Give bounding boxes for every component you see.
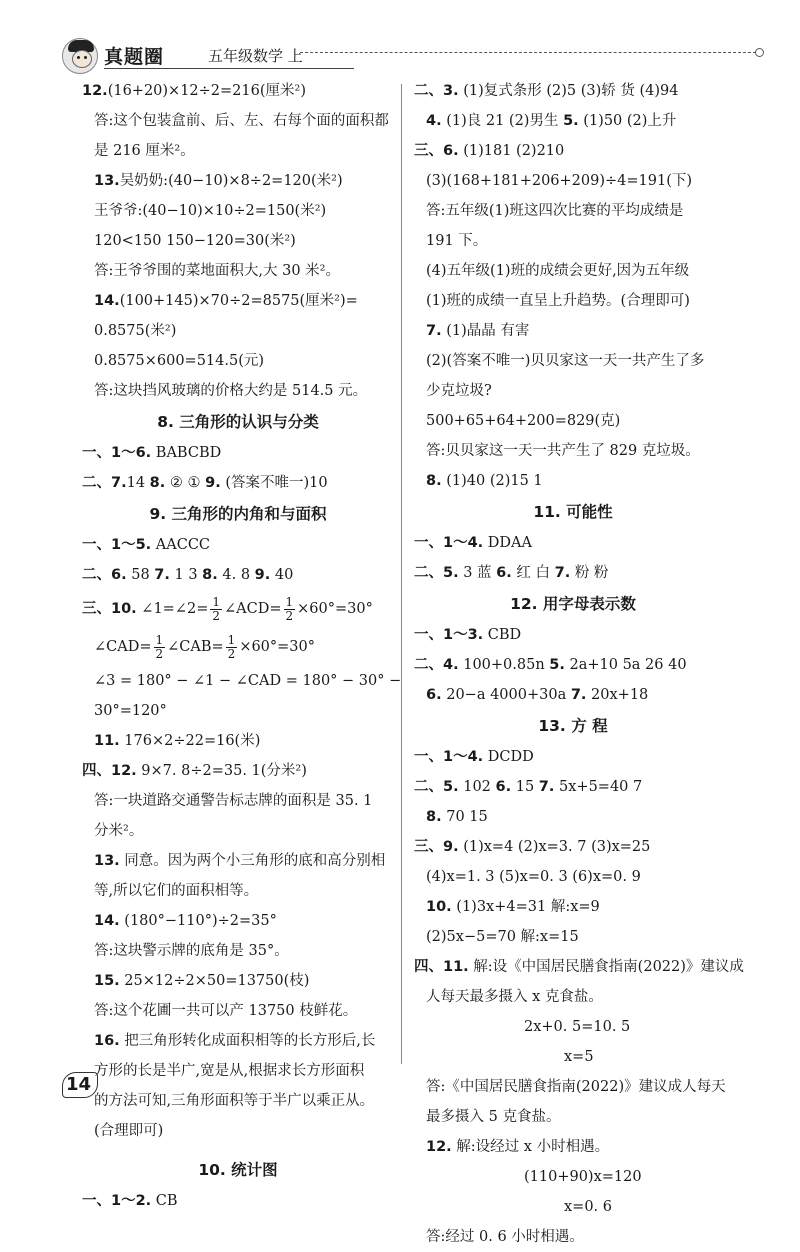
answer-line: 4. (1)良 21 (2)男生 5. (1)50 (2)上升 [426, 113, 677, 129]
answer-line: 答:这个包装盒前、后、左、右每个面的面积都 [94, 113, 389, 129]
section-title: 10. 统计图 [198, 1161, 278, 1179]
answer-line: 答:王爷爷围的菜地面积大,大 30 米²。 [94, 263, 340, 279]
answer-line: 13. 同意。因为两个小三角形的底和高分别相 [94, 853, 386, 869]
answer-line: 一、1～4. DDAA [414, 535, 532, 551]
fraction: $\frac{1}{2}$ [227, 632, 236, 661]
left-column [82, 76, 402, 1216]
mascot-logo-icon [62, 38, 98, 74]
header-dashed-line [300, 52, 756, 53]
answer-line: 一、1～4. DCDD [414, 749, 534, 765]
answer-line: 191 下。 [426, 233, 488, 249]
answer-line: 答:这块挡风玻璃的价格大约是 514.5 元。 [94, 383, 368, 399]
answer-line: 方形的长是半广,宽是从,根据求长方形面积 [94, 1063, 365, 1079]
answer-line: 二、5. 102 6. 15 7. 5x+5=40 7 [414, 779, 643, 795]
header-rule [104, 68, 354, 69]
answer-line: 10. (1)3x+4=31 解:x=9 [426, 899, 600, 915]
page-number [62, 1072, 102, 1100]
answer-line: 12.(16+20)×12÷2=216(厘米²) [82, 83, 306, 99]
answer-line: 二、7.14 8. ② ① 9. (答案不唯一)10 [82, 475, 328, 491]
right-column [414, 76, 744, 1252]
answer-line: 一、1～6. BABCBD [82, 445, 222, 461]
answer-line: 二、5. 3 蓝 6. 红 白 7. 粉 粉 [414, 565, 609, 581]
equation-line: x=0. 6 [564, 1199, 612, 1215]
brand-title: 真题圈 [104, 46, 165, 68]
answer-line: (2)(答案不唯一)贝贝家这一天一共产生了多 [426, 353, 705, 369]
answer-line: ∠CAD= $\frac{1}{2}$ ∠CAB= $\frac{1}{2}$ ×60°=30° [94, 632, 316, 661]
answer-line: 答:这块警示牌的底角是 35°。 [94, 943, 289, 959]
answer-line: 答:一块道路交通警告标志牌的面积是 35. 1 [94, 793, 373, 809]
section-title: 9. 三角形的内角和与面积 [149, 505, 327, 523]
answer-line: 四、11. 解:设《中国居民膳食指南(2022)》建议成 [414, 959, 744, 975]
page-header [60, 38, 760, 74]
section-title: 8. 三角形的认识与分类 [157, 413, 319, 431]
section-title: 13. 方 程 [538, 717, 608, 735]
answer-line: 最多摄入 5 克食盐。 [426, 1109, 561, 1125]
answer-line: (4)五年级(1)班的成绩会更好,因为五年级 [426, 263, 690, 279]
answer-line: 三、10. ∠1=∠2= $\frac{1}{2}$ ∠ACD= $\frac{1}{2}$ ×60°=30° [82, 594, 373, 623]
answer-line: (2)5x−5=70 解:x=15 [426, 929, 579, 945]
answer-line: 一、1～5. AACCC [82, 537, 211, 553]
answer-line: (1)班的成绩一直呈上升趋势。(合理即可) [426, 293, 690, 309]
answer-line: 答:贝贝家这一天一共产生了 829 克垃圾。 [426, 443, 700, 459]
answer-line: 答:这个花圃一共可以产 13750 枝鲜花。 [94, 1003, 358, 1019]
answer-line: 13.吴奶奶:(40−10)×8÷2=120(米²) [94, 173, 343, 189]
answer-line: ∠3 = 180° − ∠1 − ∠CAD = 180° − 30° − [94, 673, 402, 689]
answer-line: 王爷爷:(40−10)×10÷2=150(米²) [94, 203, 327, 219]
answer-line: 二、3. (1)复式条形 (2)5 (3)轿 货 (4)94 [414, 83, 679, 99]
header-dot-icon [755, 48, 764, 57]
fraction: $\frac{1}{2}$ [212, 594, 220, 623]
answer-line: 6. 20−a 4000+30a 7. 20x+18 [426, 687, 649, 703]
equation-line: (110+90)x=120 [524, 1169, 642, 1185]
answer-line: 0.8575×600=514.5(元) [94, 353, 265, 369]
answer-line: 15. 25×12÷2×50=13750(枝) [94, 973, 310, 989]
answer-line: 二、4. 100+0.85n 5. 2a+10 5a 26 40 [414, 657, 687, 673]
answer-line: (4)x=1. 3 (5)x=0. 3 (6)x=0. 9 [426, 869, 641, 885]
answer-line: 14. (180°−110°)÷2=35° [94, 913, 277, 929]
answer-line: 一、1～2. CB [82, 1193, 178, 1209]
section-title: 12. 用字母表示数 [510, 595, 636, 613]
answer-line: 30°=120° [94, 703, 167, 719]
answer-line: 分米²。 [94, 823, 144, 839]
answer-line: 人每天最多摄入 x 克食盐。 [426, 989, 603, 1005]
page-number-text: 14 [66, 1074, 92, 1095]
answer-line: 8. (1)40 (2)15 1 [426, 473, 543, 489]
answer-line: 是 216 厘米²。 [94, 143, 195, 159]
answer-line: (合理即可) [94, 1123, 164, 1139]
answer-line: 答:五年级(1)班这四次比赛的平均成绩是 [426, 203, 684, 219]
equation-line: 2x+0. 5=10. 5 [524, 1019, 631, 1035]
answer-line: 的方法可知,三角形面积等于半广以乘正从。 [94, 1093, 375, 1109]
answer-line: 7. (1)晶晶 有害 [426, 323, 530, 339]
equation-line: x=5 [564, 1049, 594, 1065]
book-subject: 五年级数学 上 [208, 47, 303, 65]
answer-line: 0.8575(米²) [94, 323, 177, 339]
fraction: $\frac{1}{2}$ [155, 632, 164, 661]
answer-line: 8. 70 15 [426, 809, 488, 825]
answer-line: 16. 把三角形转化成面积相等的长方形后,长 [94, 1033, 376, 1049]
answer-line: 11. 176×2÷22=16(米) [94, 733, 261, 749]
section-title: 11. 可能性 [533, 503, 613, 521]
answer-line: 14.(100+145)×70÷2=8575(厘米²)= [94, 293, 358, 309]
answer-line: 四、12. 9×7. 8÷2=35. 1(分米²) [82, 763, 307, 779]
answer-line: 一、1～3. CBD [414, 627, 522, 643]
answer-line: 500+65+64+200=829(克) [426, 413, 621, 429]
answer-line: (3)(168+181+206+209)÷4=191(下) [426, 173, 693, 189]
answer-line: 少克垃圾? [426, 383, 492, 399]
answer-line: 12. 解:设经过 x 小时相遇。 [426, 1139, 610, 1155]
answer-line: 答:经过 0. 6 小时相遇。 [426, 1229, 584, 1245]
answer-line: 等,所以它们的面积相等。 [94, 883, 259, 899]
fraction: $\frac{1}{2}$ [285, 594, 294, 623]
answer-line: 三、9. (1)x=4 (2)x=3. 7 (3)x=25 [414, 839, 651, 855]
answer-line: 二、6. 58 7. 1 3 8. 4. 8 9. 40 [82, 567, 294, 583]
answer-line: 120<150 150−120=30(米²) [94, 233, 296, 249]
column-divider [401, 84, 402, 1064]
answer-line: 三、6. (1)181 (2)210 [414, 143, 565, 159]
answer-line: 答:《中国居民膳食指南(2022)》建议成人每天 [426, 1079, 726, 1095]
